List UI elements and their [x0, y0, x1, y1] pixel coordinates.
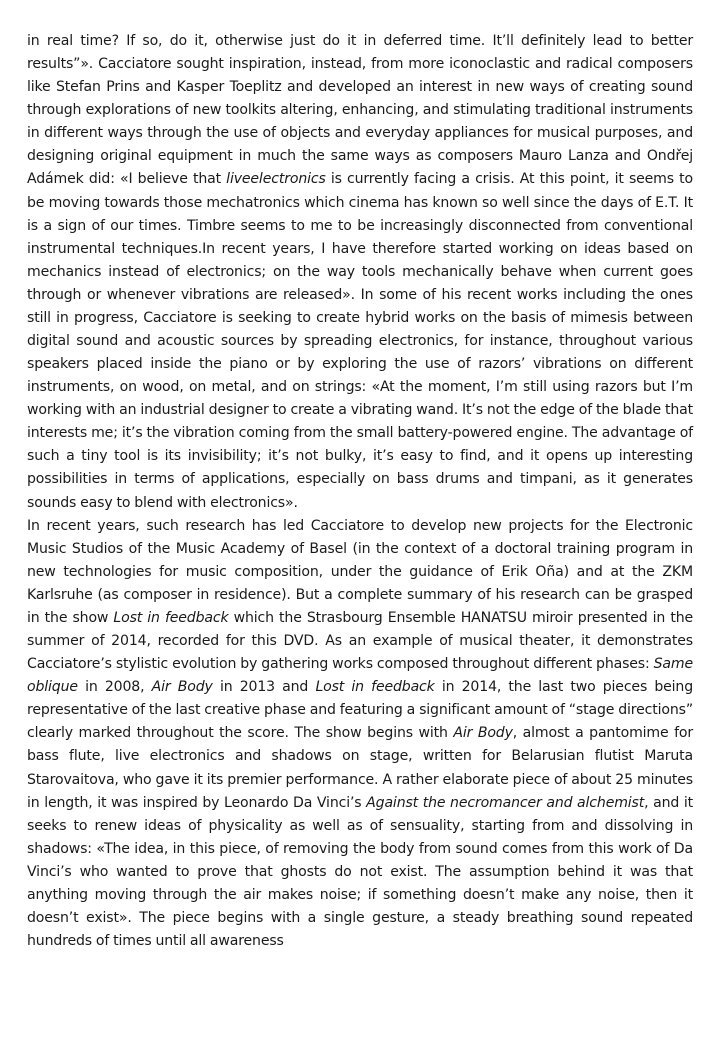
document-page — [27, 30, 693, 953]
text-run: , almost a pantomime for bass flute, live electronics and shadows on stage, written for Belarusian flutist Maruta Starovaitova, who gave it its premier performance. A rather elaborate piece of about 25 minutes in length, it was inspired by Leonardo Da Vinci’s — [27, 725, 693, 811]
italic-title: Against the necromancer and alchemist — [366, 794, 645, 811]
paragraph-1 — [27, 30, 693, 515]
italic-title: Same oblique — [27, 656, 693, 696]
paragraph-2 — [27, 515, 693, 953]
text-run: which the Strasbourg Ensemble HANATSU miroir presented in the summer of 2014, recorded for this DVD. As an example of musical theater, it demonstrates Cacciatore’s stylistic evolution by gathering works composed throughout different phases: — [27, 609, 693, 673]
text-run: in real time? If so, do it, otherwise just do it in deferred time. It’ll definitely lead to better results”». Cacciatore sought inspiration, instead, from more iconoclastic and radical composers like Stefan Prins and Kasper Toeplitz and developed an interest in new ways of creating sound through explorations of new toolkits altering, enhancing, and stimulating traditional instruments in different ways through the use of objects and everyday appliances for musical purposes, and designing original equipment in much the same ways as composers Mauro Lanza and Ondřej Adámek did: «I believe that — [27, 33, 693, 188]
italic-title: Lost in feedback — [113, 609, 229, 626]
text-run: in 2013 and — [212, 679, 316, 696]
text-run: in 2008, — [77, 679, 152, 696]
text-run: is currently facing a crisis. At this point, it seems to be moving towards those mechatronics which cinema has known so well since the days of E.T. It is a sign of our times. Timbre seems to me to be increasingly disconnected from conventional instrumental techniques.In recent years, I have therefore started working on ideas based on mechanics instead of electronics; on the way tools mechanically behave when current goes through or whenever vibrations are released». In some of his recent works including the ones still in progress, Cacciatore is seeking to create hybrid works on the basis of mimesis between digital sound and acoustic sources by spreading electronics, for instance, throughout various speakers placed inside the piano or by exploring the use of razors’ vibrations on different instruments, on wood, on metal, and on strings: «At the moment, I’m still using razors but I’m working with an industrial designer to create a vibrating wand. It’s not the edge of the blade that interests me; it’s the vibration coming from the small battery-powered engine. The advantage of such a tiny tool is its invisibility; it’s not bulky, it’s easy to find, and it opens up interesting possibilities in terms of applications, especially on bass drums and timpani, as it generates sounds easy to blend with electronics». — [27, 171, 694, 511]
text-run: In recent years, such research has led Cacciatore to develop new projects for the Electronic Music Studios of the Music Academy of Basel (in the context of a doctoral training program in new technologies for music composition, under the guidance of Erik Oña) and at the ZKM Karlsruhe (as composer in residence). But a complete summary of his research can be grasped in the show — [27, 517, 693, 626]
italic-title: Air Body — [151, 679, 213, 696]
text-run: , and it seeks to renew ideas of physicality as well as of sensuality, starting from and dissolving in shadows: «The idea, in this piece, of removing the body from sound comes from this work of Da Vinci’s who wanted to prove that ghosts do not exist. The assumption behind it was that anything moving through the air makes noise; if something doesn’t make any noise, then it doesn’t exist». The piece begins with a single gesture, a steady breathing sound repeated hundreds of times until all awareness — [27, 794, 693, 950]
italic-term: liveelectronics — [226, 171, 326, 188]
italic-title: Air Body — [453, 725, 513, 742]
italic-title: Lost in feedback — [315, 679, 435, 696]
text-run: in 2014, the last two pieces being representative of the last creative phase and featuring a significant amount of “stage directions” clearly marked throughout the score. The show begins with — [27, 679, 693, 742]
